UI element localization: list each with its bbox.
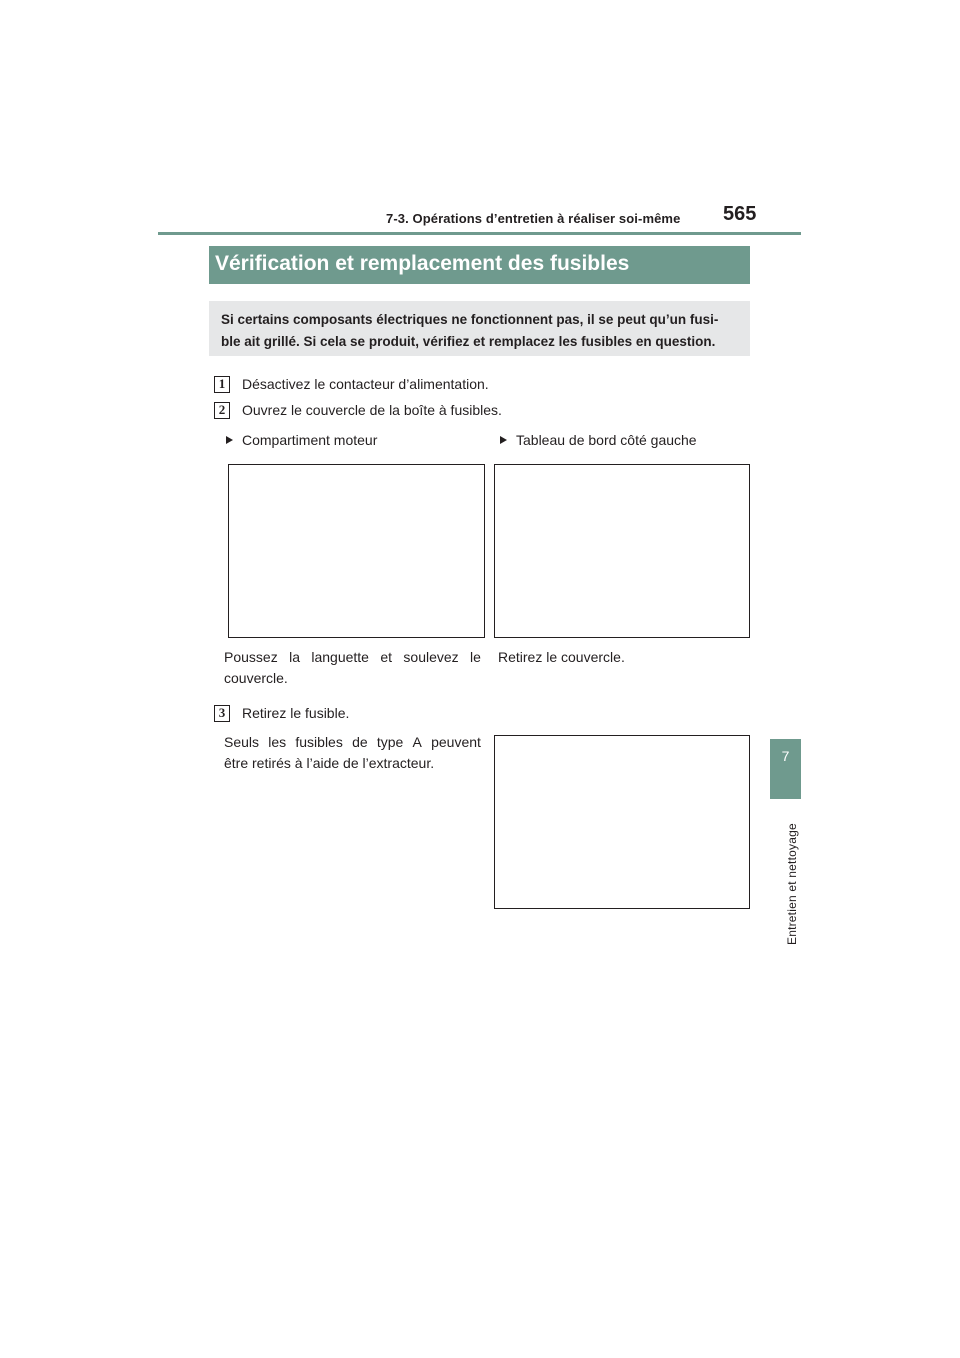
chapter-header-title: 7-3. Opérations d’entretien à réaliser soi-même bbox=[386, 211, 681, 226]
step-2-text: Ouvrez le couvercle de la boîte à fusibles. bbox=[242, 402, 502, 418]
left-figure-note-line1: Poussez la languette et soulevez le bbox=[224, 649, 481, 665]
step-1-badge: 1 bbox=[214, 376, 230, 393]
header-divider bbox=[158, 232, 801, 235]
step-3-note-line1: Seuls les fusibles de type A peuvent bbox=[224, 734, 481, 750]
right-figure-note: Retirez le couvercle. bbox=[498, 649, 625, 665]
intro-line: Si certains composants électriques ne fonctionnent pas, il se peut qu’un fusi- bbox=[221, 312, 719, 327]
step-1-text: Désactivez le contacteur d’alimentation. bbox=[242, 376, 489, 392]
page-number: 565 bbox=[723, 203, 757, 225]
step-3-badge: 3 bbox=[214, 705, 230, 722]
figure-caption-left bbox=[226, 432, 377, 448]
section-heading bbox=[209, 246, 750, 284]
section-title: Vérification et remplacement des fusibles bbox=[215, 252, 630, 275]
engine-fuse-box-figure bbox=[228, 464, 485, 638]
figure-caption-left-text: Compartiment moteur bbox=[242, 432, 378, 448]
left-figure-note bbox=[224, 647, 481, 689]
figure-caption-right bbox=[500, 432, 697, 448]
dashboard-fuse-box-figure bbox=[494, 464, 750, 638]
chapter-tab-label: Entretien et nettoyage bbox=[785, 823, 799, 945]
step-3-note-line2: être retirés à l’aide de l’extracteur. bbox=[224, 755, 435, 771]
triangle-bullet-icon bbox=[226, 436, 233, 444]
chapter-tab-number: 7 bbox=[781, 748, 790, 764]
figure-caption-right-text: Tableau de bord côté gauche bbox=[516, 432, 697, 448]
step-3-note bbox=[224, 732, 481, 774]
triangle-bullet-icon bbox=[500, 436, 507, 444]
fuse-puller-figure bbox=[494, 735, 750, 909]
chapter-tab bbox=[770, 739, 801, 799]
left-figure-note-line2: couvercle. bbox=[224, 670, 288, 686]
intro-line: ble ait grillé. Si cela se produit, vérifiez et remplacez les fusibles en question. bbox=[221, 334, 716, 349]
step-3-text: Retirez le fusible. bbox=[242, 705, 350, 721]
step-2-badge: 2 bbox=[214, 402, 230, 419]
intro-box bbox=[209, 301, 750, 356]
